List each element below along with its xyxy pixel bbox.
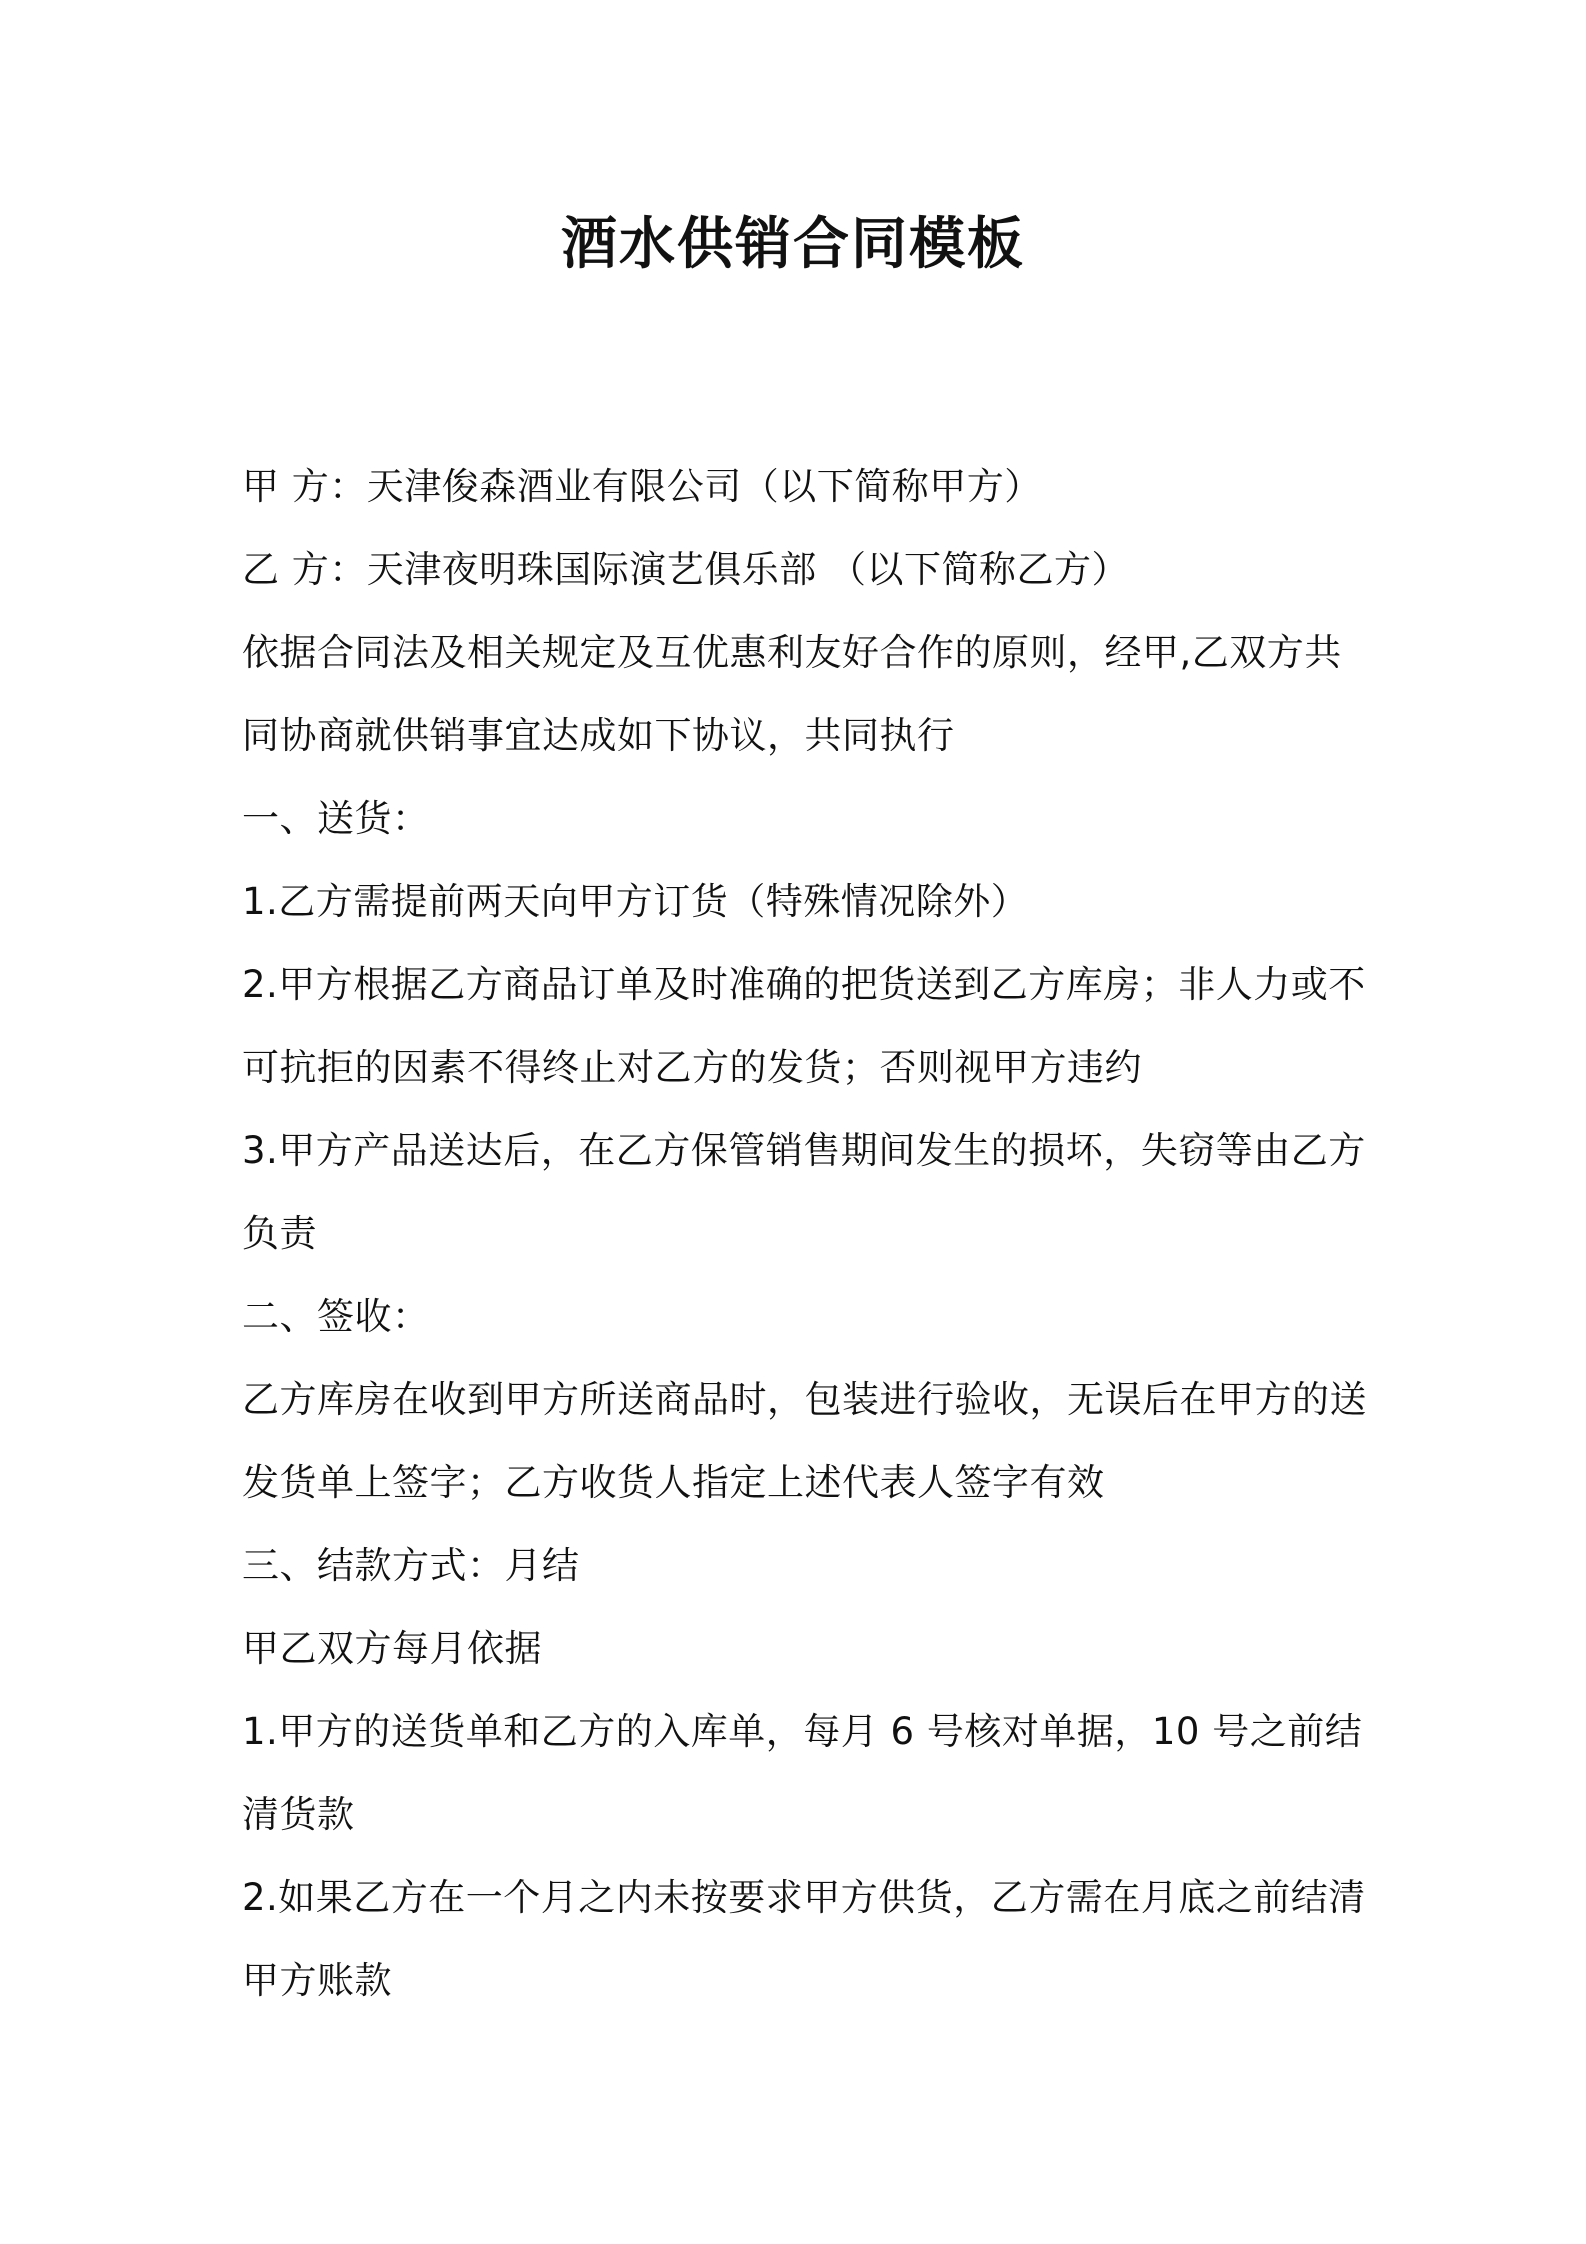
receipt-clause-line-1: 乙方库房在收到甲方所送商品时，包装进行验收，无误后在甲方的送 xyxy=(242,1378,1367,1421)
delivery-clause-2-line-1: 2.甲方根据乙方商品订单及时准确的把货送到乙方库房；非人力或不 xyxy=(242,963,1366,1006)
delivery-clause-2-line-2: 可抗拒的因素不得终止对乙方的发货；否则视甲方违约 xyxy=(242,1046,1142,1089)
preamble-line-2: 同协商就供销事宜达成如下协议，共同执行 xyxy=(242,714,955,757)
document-title: 酒水供销合同模板 xyxy=(561,212,1025,277)
delivery-clause-1: 1.乙方需提前两天向甲方订货（特殊情况除外） xyxy=(242,880,1029,923)
payment-clause-1-line-1: 1.甲方的送货单和乙方的入库单，每月 6 号核对单据，10 号之前结 xyxy=(242,1710,1363,1753)
receipt-clause-line-2: 发货单上签字；乙方收货人指定上述代表人签字有效 xyxy=(242,1461,1105,1504)
payment-clause-2-line-2: 甲方账款 xyxy=(242,1959,392,2002)
section-heading-payment: 三、结款方式：月结 xyxy=(242,1544,580,1587)
delivery-clause-3-line-1: 3.甲方产品送达后，在乙方保管销售期间发生的损坏，失窃等由乙方 xyxy=(242,1129,1366,1172)
section-heading-delivery: 一、送货： xyxy=(242,797,430,840)
payment-intro: 甲乙双方每月依据 xyxy=(242,1627,542,1670)
party-b-line: 乙 方：天津夜明珠国际演艺俱乐部 （以下简称乙方） xyxy=(242,548,1130,591)
section-heading-receipt: 二、签收： xyxy=(242,1295,430,1338)
preamble-line-1: 依据合同法及相关规定及互优惠利友好合作的原则，经甲,乙双方共 xyxy=(242,631,1342,674)
delivery-clause-3-line-2: 负责 xyxy=(242,1212,317,1255)
contract-body xyxy=(242,445,1367,2022)
payment-clause-1-line-2: 清货款 xyxy=(242,1793,355,1836)
payment-clause-2-line-1: 2.如果乙方在一个月之内未按要求甲方供货，乙方需在月底之前结清 xyxy=(242,1876,1366,1919)
party-a-line: 甲 方：天津俊森酒业有限公司（以下简称甲方） xyxy=(242,465,1042,508)
